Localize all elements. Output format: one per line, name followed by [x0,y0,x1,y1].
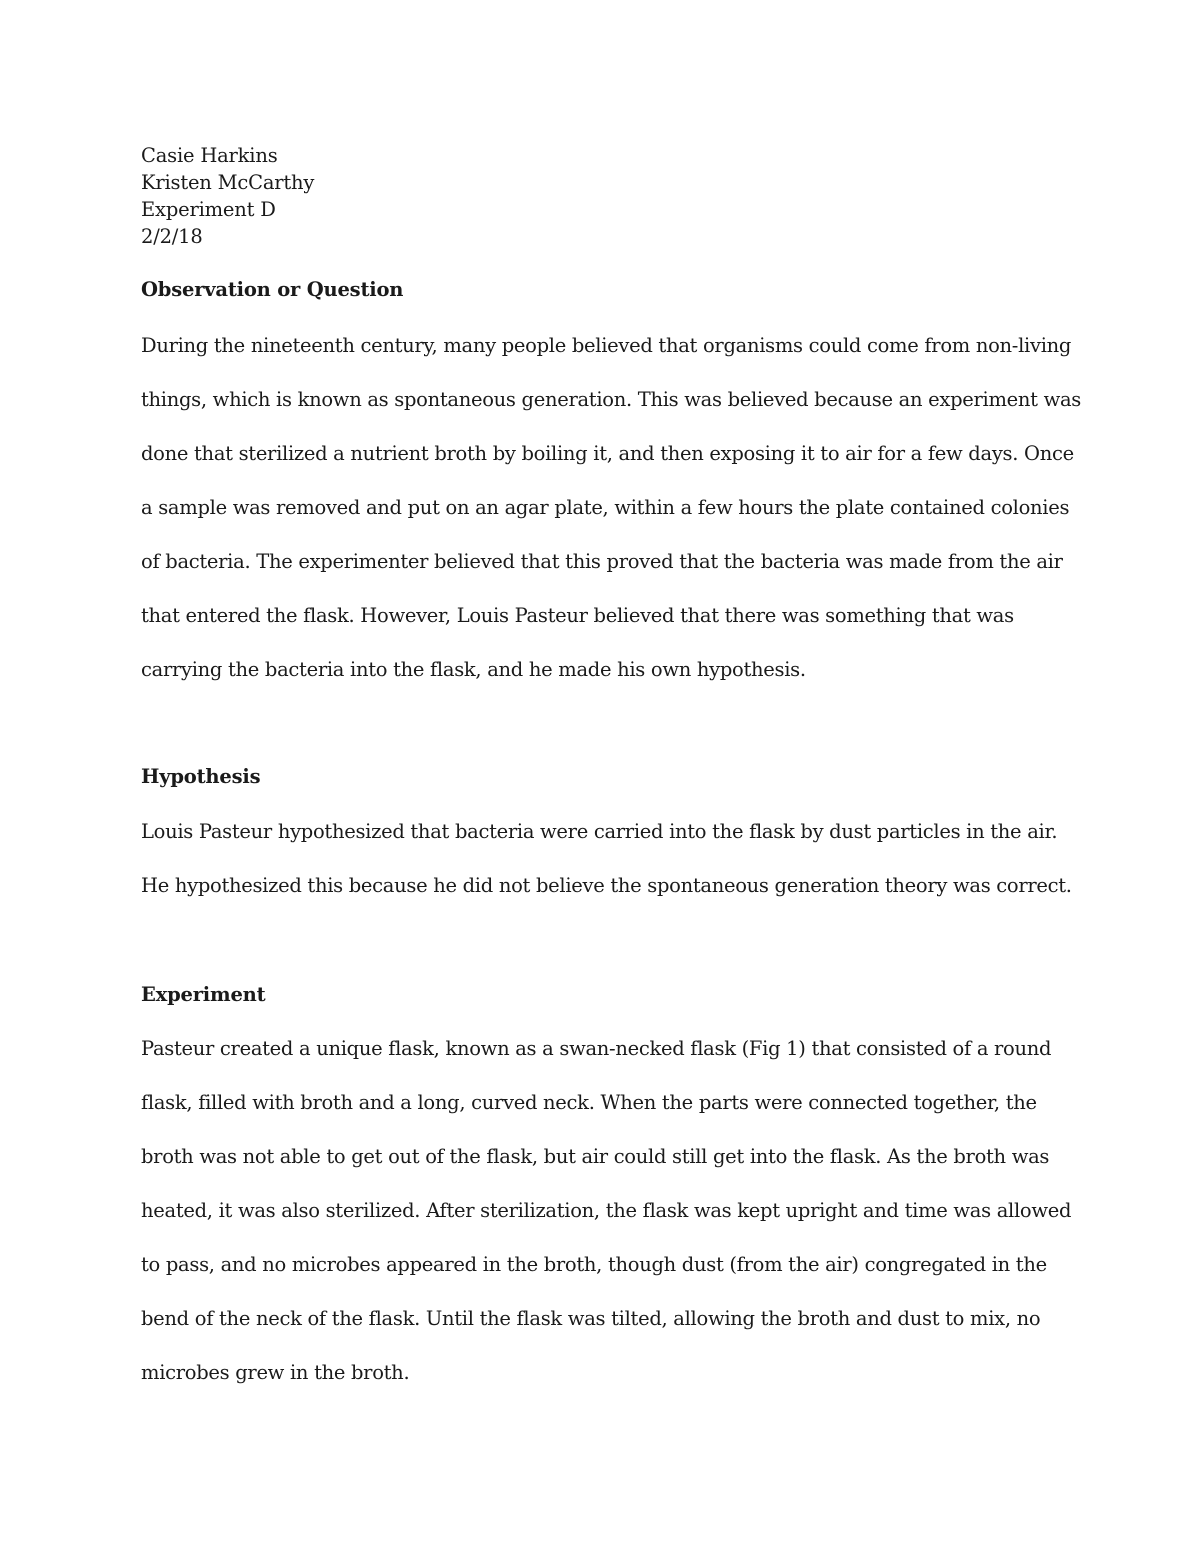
author-name-1: Casie Harkins [141,144,278,167]
author-name-2: Kristen McCarthy [141,171,315,194]
experiment-paragraph [141,1022,1071,1400]
paragraph-line: bend of the neck of the flask. Until the flask was tilted, allowing the broth and dust to mix, no [141,1307,1041,1330]
observation-heading: Observation or Question [141,278,404,301]
paragraph-line: flask, filled with broth and a long, curved neck. When the parts were connected together, the [141,1091,1037,1114]
paragraph-line: broth was not able to get out of the flask, but air could still get into the flask. As the broth was [141,1145,1050,1168]
experiment-label: Experiment D [141,198,276,221]
paragraph-line: done that sterilized a nutrient broth by boiling it, and then exposing it to air for a few days. Once [141,442,1074,465]
paragraph-line: heated, it was also sterilized. After sterilization, the flask was kept upright and time was allowed [141,1199,1072,1222]
paragraph-line: a sample was removed and put on an agar plate, within a few hours the plate contained colonies [141,496,1070,519]
paragraph-line: Louis Pasteur hypothesized that bacteria were carried into the flask by dust particles in the air. [141,820,1058,843]
paragraph-line: Pasteur created a unique flask, known as a swan-necked flask (Fig 1) that consisted of a round [141,1037,1052,1060]
hypothesis-paragraph [141,805,1071,913]
paragraph-line: carrying the bacteria into the flask, and he made his own hypothesis. [141,658,806,681]
observation-paragraph [141,319,1081,697]
paragraph-line: He hypothesized this because he did not believe the spontaneous generation theory was correct. [141,874,1072,897]
paragraph-line: microbes grew in the broth. [141,1361,410,1384]
experiment-heading: Experiment [141,983,266,1006]
hypothesis-heading: Hypothesis [141,765,261,788]
author-header [141,142,314,250]
paragraph-line: of bacteria. The experimenter believed that this proved that the bacteria was made from the air [141,550,1063,573]
document-date: 2/2/18 [141,225,203,248]
paragraph-line: to pass, and no microbes appeared in the broth, though dust (from the air) congregated in the [141,1253,1047,1276]
paragraph-line: things, which is known as spontaneous generation. This was believed because an experiment was [141,388,1081,411]
paragraph-line: During the nineteenth century, many people believed that organisms could come from non-living [141,334,1072,357]
paragraph-line: that entered the flask. However, Louis Pasteur believed that there was something that was [141,604,1014,627]
